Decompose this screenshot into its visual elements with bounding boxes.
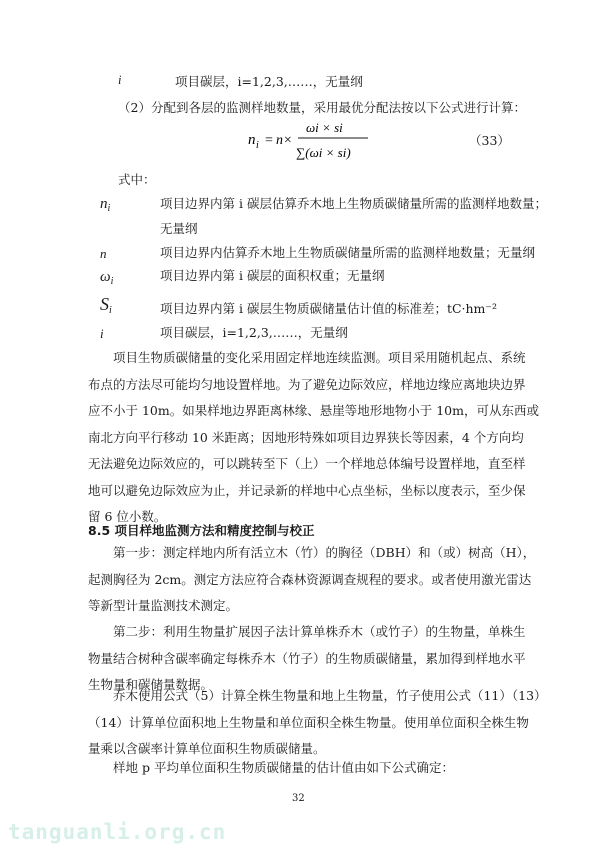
page-number: 32: [292, 793, 305, 804]
paragraph-line: 应不小于 10m。如果样地边界距离林缘、悬崖等地形地物小于 10m，可从东西或: [88, 403, 539, 418]
section-heading: 8.5 项目样地监测方法和精度控制与校正: [88, 523, 315, 538]
def-symbol-omega: ωi: [100, 269, 114, 287]
formula-svg: [248, 117, 388, 165]
def-i-top: [118, 72, 121, 88]
def-symbol-i: i: [100, 326, 104, 341]
def-i-top-desc: 项目碳层，i=1,2,3,……，无量纲: [175, 74, 363, 89]
symbol-i: i: [118, 73, 122, 87]
paragraph-line: 无法避免边际效应的，可以跳转至下（上）一个样地总体编号设置样地，直至样: [88, 456, 526, 471]
paragraph-line: 乔木使用公式（5）计算全株生物量和地上生物量，竹子使用公式（11）（13）: [113, 688, 547, 703]
paragraph-line: 地可以避免边际效应为止，并记录新的样地中心点坐标，坐标以度表示，至少保: [88, 482, 526, 498]
allocation-intro: （2）分配到各层的监测样地数量，采用最优分配法按以下公式进行计算：: [118, 100, 526, 115]
formula-denominator: ∑(ωi × si): [296, 145, 351, 160]
formula-numerator: ωi × si: [306, 120, 343, 135]
where-label: 式中：: [118, 172, 156, 187]
paragraph-line: 留 6 位小数。: [88, 509, 167, 524]
def-si-line1: 项目边界内第 i 碳层生物质碳储量估计值的标准差；tC·hm⁻²: [160, 301, 498, 316]
paragraph-fixed-plots: [88, 345, 539, 531]
def-ni-line1: 项目边界内第 i 碳层估算乔木地上生物质碳储量所需的监测样地数量；: [160, 196, 547, 211]
def-ni-line2: 无量纲: [160, 221, 198, 236]
def-symbol-si: Si: [100, 294, 112, 316]
paragraph-line: 第一步：测定样地内所有活立木（竹）的胸径（DBH）和（或）树高（H），: [113, 545, 536, 560]
def-symbol-n: n: [100, 246, 107, 261]
def-i-line1: 项目碳层，i=1,2,3,……，无量纲: [160, 325, 348, 340]
paragraph-line: 起测胸径为 2cm。测定方法应符合森林资源调查规程的要求。或者使用激光雷达: [88, 571, 532, 587]
paragraph-line: 项目生物质碳储量的变化采用固定样地连续监测。项目采用随机起点、系统: [113, 350, 526, 365]
formula-equals: =: [265, 133, 273, 148]
watermark-text: tanguanli.org.cn: [8, 820, 227, 844]
paragraph-line: 南北方向平行移动 10 米距离；因地形特殊如项目边界狭长等因素，4 个方向均: [88, 429, 524, 445]
def-n-line1: 项目边界内估算乔木地上生物质碳储量所需的监测样地数量；无量纲: [160, 245, 536, 260]
paragraph-line: 量乘以含碳率计算单位面积生物质碳储量。: [88, 741, 326, 756]
formula-33: [248, 117, 368, 161]
last-line: 样地 p 平均单位面积生物质碳储量的估计值由如下公式确定：: [113, 760, 454, 775]
formula-lhs-sub: i: [256, 140, 259, 151]
paragraph-line: 布点的方法尽可能均匀地设置样地。为了避免边际效应，样地边缘应离地块边界: [88, 376, 526, 392]
paragraph-line: 物量结合树种含碳率确定每株乔木（竹子）的生物质碳储量，累加得到样地水平: [88, 650, 526, 666]
paragraph-step1: [88, 540, 536, 620]
formula-n-times: n×: [276, 133, 293, 148]
paragraph-formula-use: [88, 683, 547, 763]
paragraph-line: 第二步：利用生物量扩展因子法计算单株乔木（或竹子）的生物量，单株生: [113, 624, 526, 639]
def-symbol-ni: ni: [100, 196, 111, 214]
paragraph-line: 等新型计量监测技术测定。: [88, 598, 239, 613]
paragraph-line: 生物量和碳储量数据。: [88, 677, 214, 692]
formula-lhs: n: [248, 132, 256, 148]
def-omega-line1: 项目边界内第 i 碳层的面积权重；无量纲: [160, 268, 385, 283]
paragraph-line: （14）计算单位面积地上生物量和单位面积全株生物量。使用单位面积全株生物: [88, 714, 529, 730]
formula-number: （33）: [469, 133, 510, 148]
